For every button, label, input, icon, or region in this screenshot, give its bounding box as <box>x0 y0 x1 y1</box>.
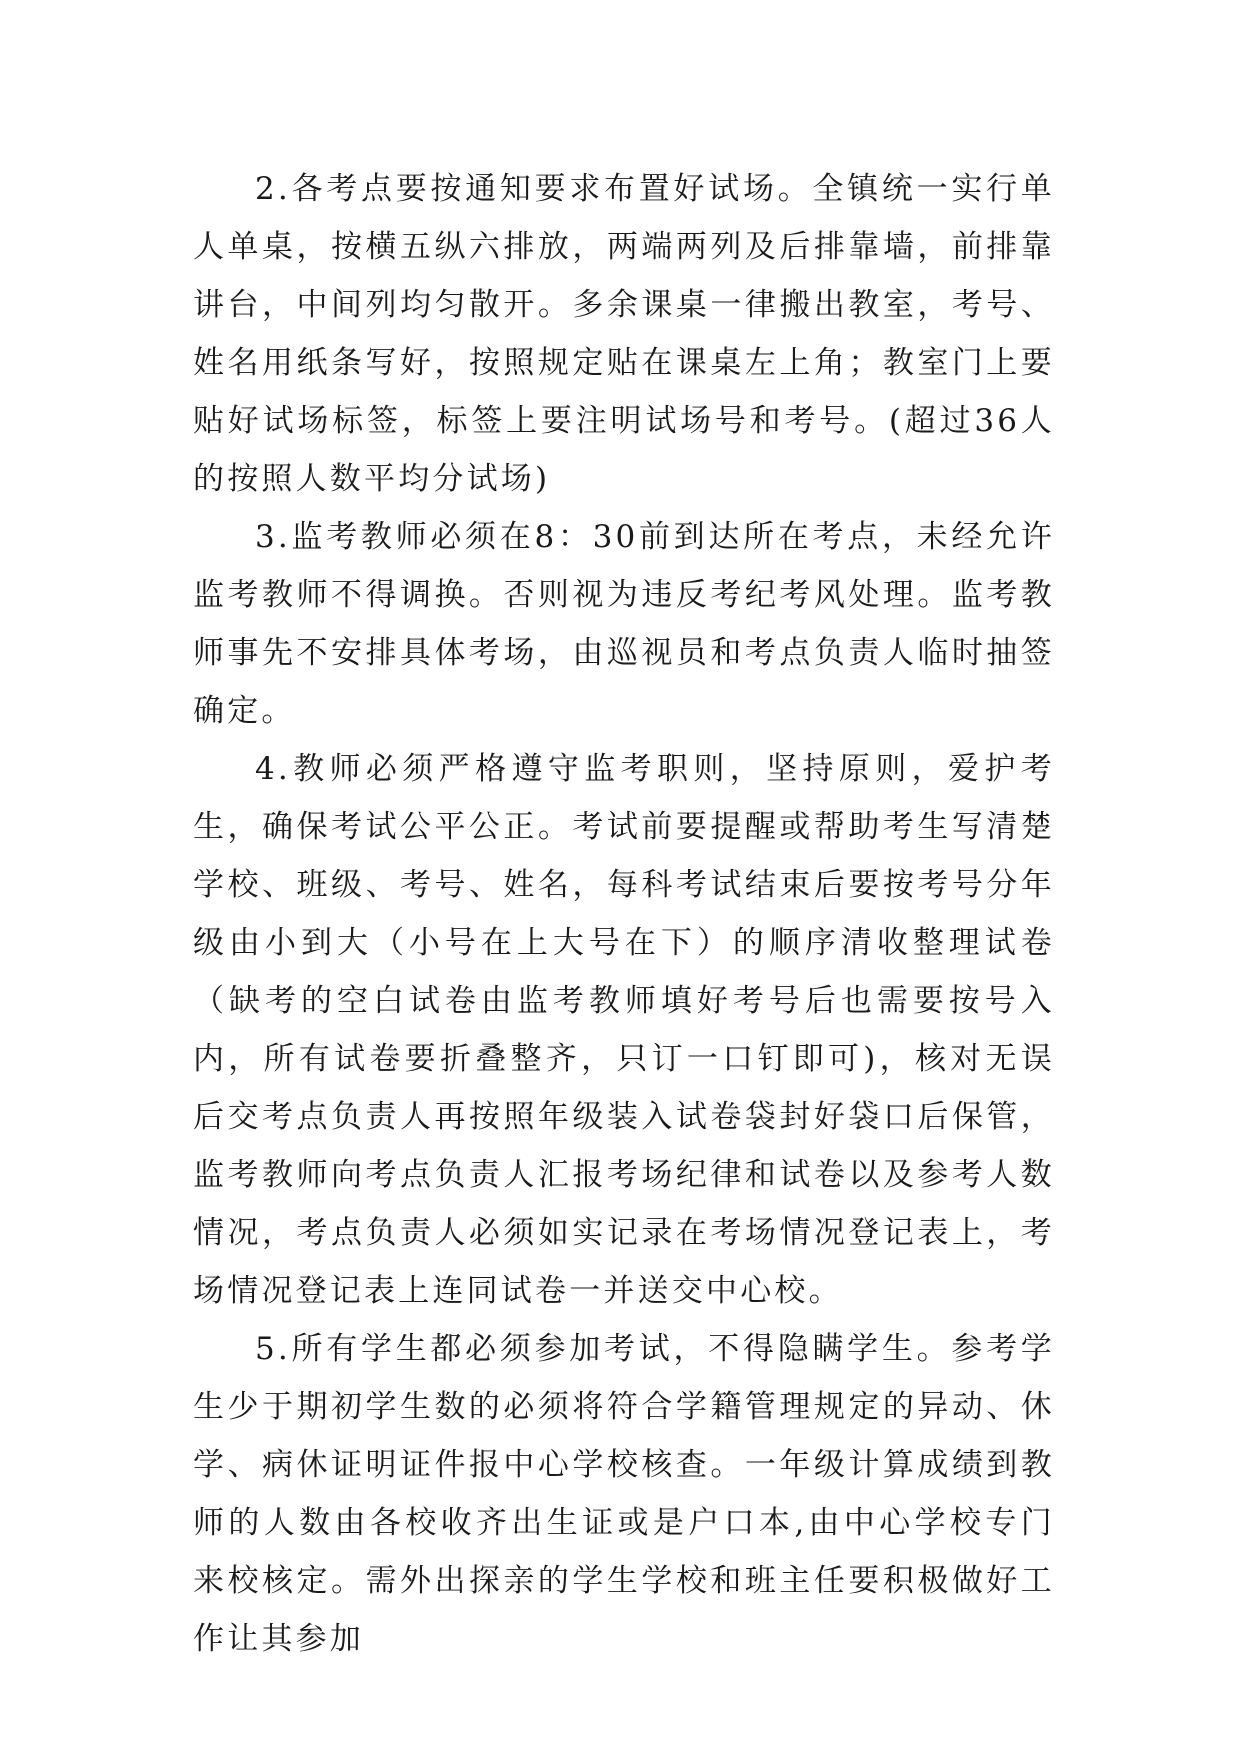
paragraph-item-2: 2.各考点要按通知要求布置好试场。全镇统一实行单人单桌，按横五纵六排放，两端两列及后排靠墙，前排靠讲台，中间列均匀散开。多余课桌一律搬出教室，考号、姓名用纸条写好，按照规定贴在课桌左上角；教室门上要贴好试场标签，标签上要注明试场号和考号。(超过36人的按照人数平均分试场) <box>193 171 1055 497</box>
paragraph-item-3: 3.监考教师必须在8：30前到达所在考点，未经允许监考教师不得调换。否则视为违反考纪考风处理。监考教师事先不安排具体考场，由巡视员和考点负责人临时抽签确定。 <box>193 519 1055 729</box>
paragraph-item-5: 5.所有学生都必须参加考试，不得隐瞒学生。参考学生少于期初学生数的必须将符合学籍管理规定的异动、休学、病休证明证件报中心学校核查。一年级计算成绩到教师的人数由各校收齐出生证或是户口本,由中心学校专门来校核定。需外出探亲的学生学校和班主任要积极做好工作让其参加 <box>193 1331 1055 1657</box>
paragraph-item-4: 4.教师必须严格遵守监考职则，坚持原则，爱护考生，确保考试公平公正。考试前要提醒或帮助考生写清楚学校、班级、考号、姓名，每科考试结束后要按考号分年级由小到大（小号在上大号在下）的顺序清收整理试卷（缺考的空白试卷由监考教师填好考号后也需要按号入内，所有试卷要折叠整齐，只订一口钉即可)，核对无误后交考点负责人再按照年级装入试卷袋封好袋口后保管，监考教师向考点负责人汇报考场纪律和试卷以及参考人数情况，考点负责人必须如实记录在考场情况登记表上，考场情况登记表上连同试卷一并送交中心校。 <box>193 751 1055 1309</box>
document-body <box>193 160 1055 1668</box>
